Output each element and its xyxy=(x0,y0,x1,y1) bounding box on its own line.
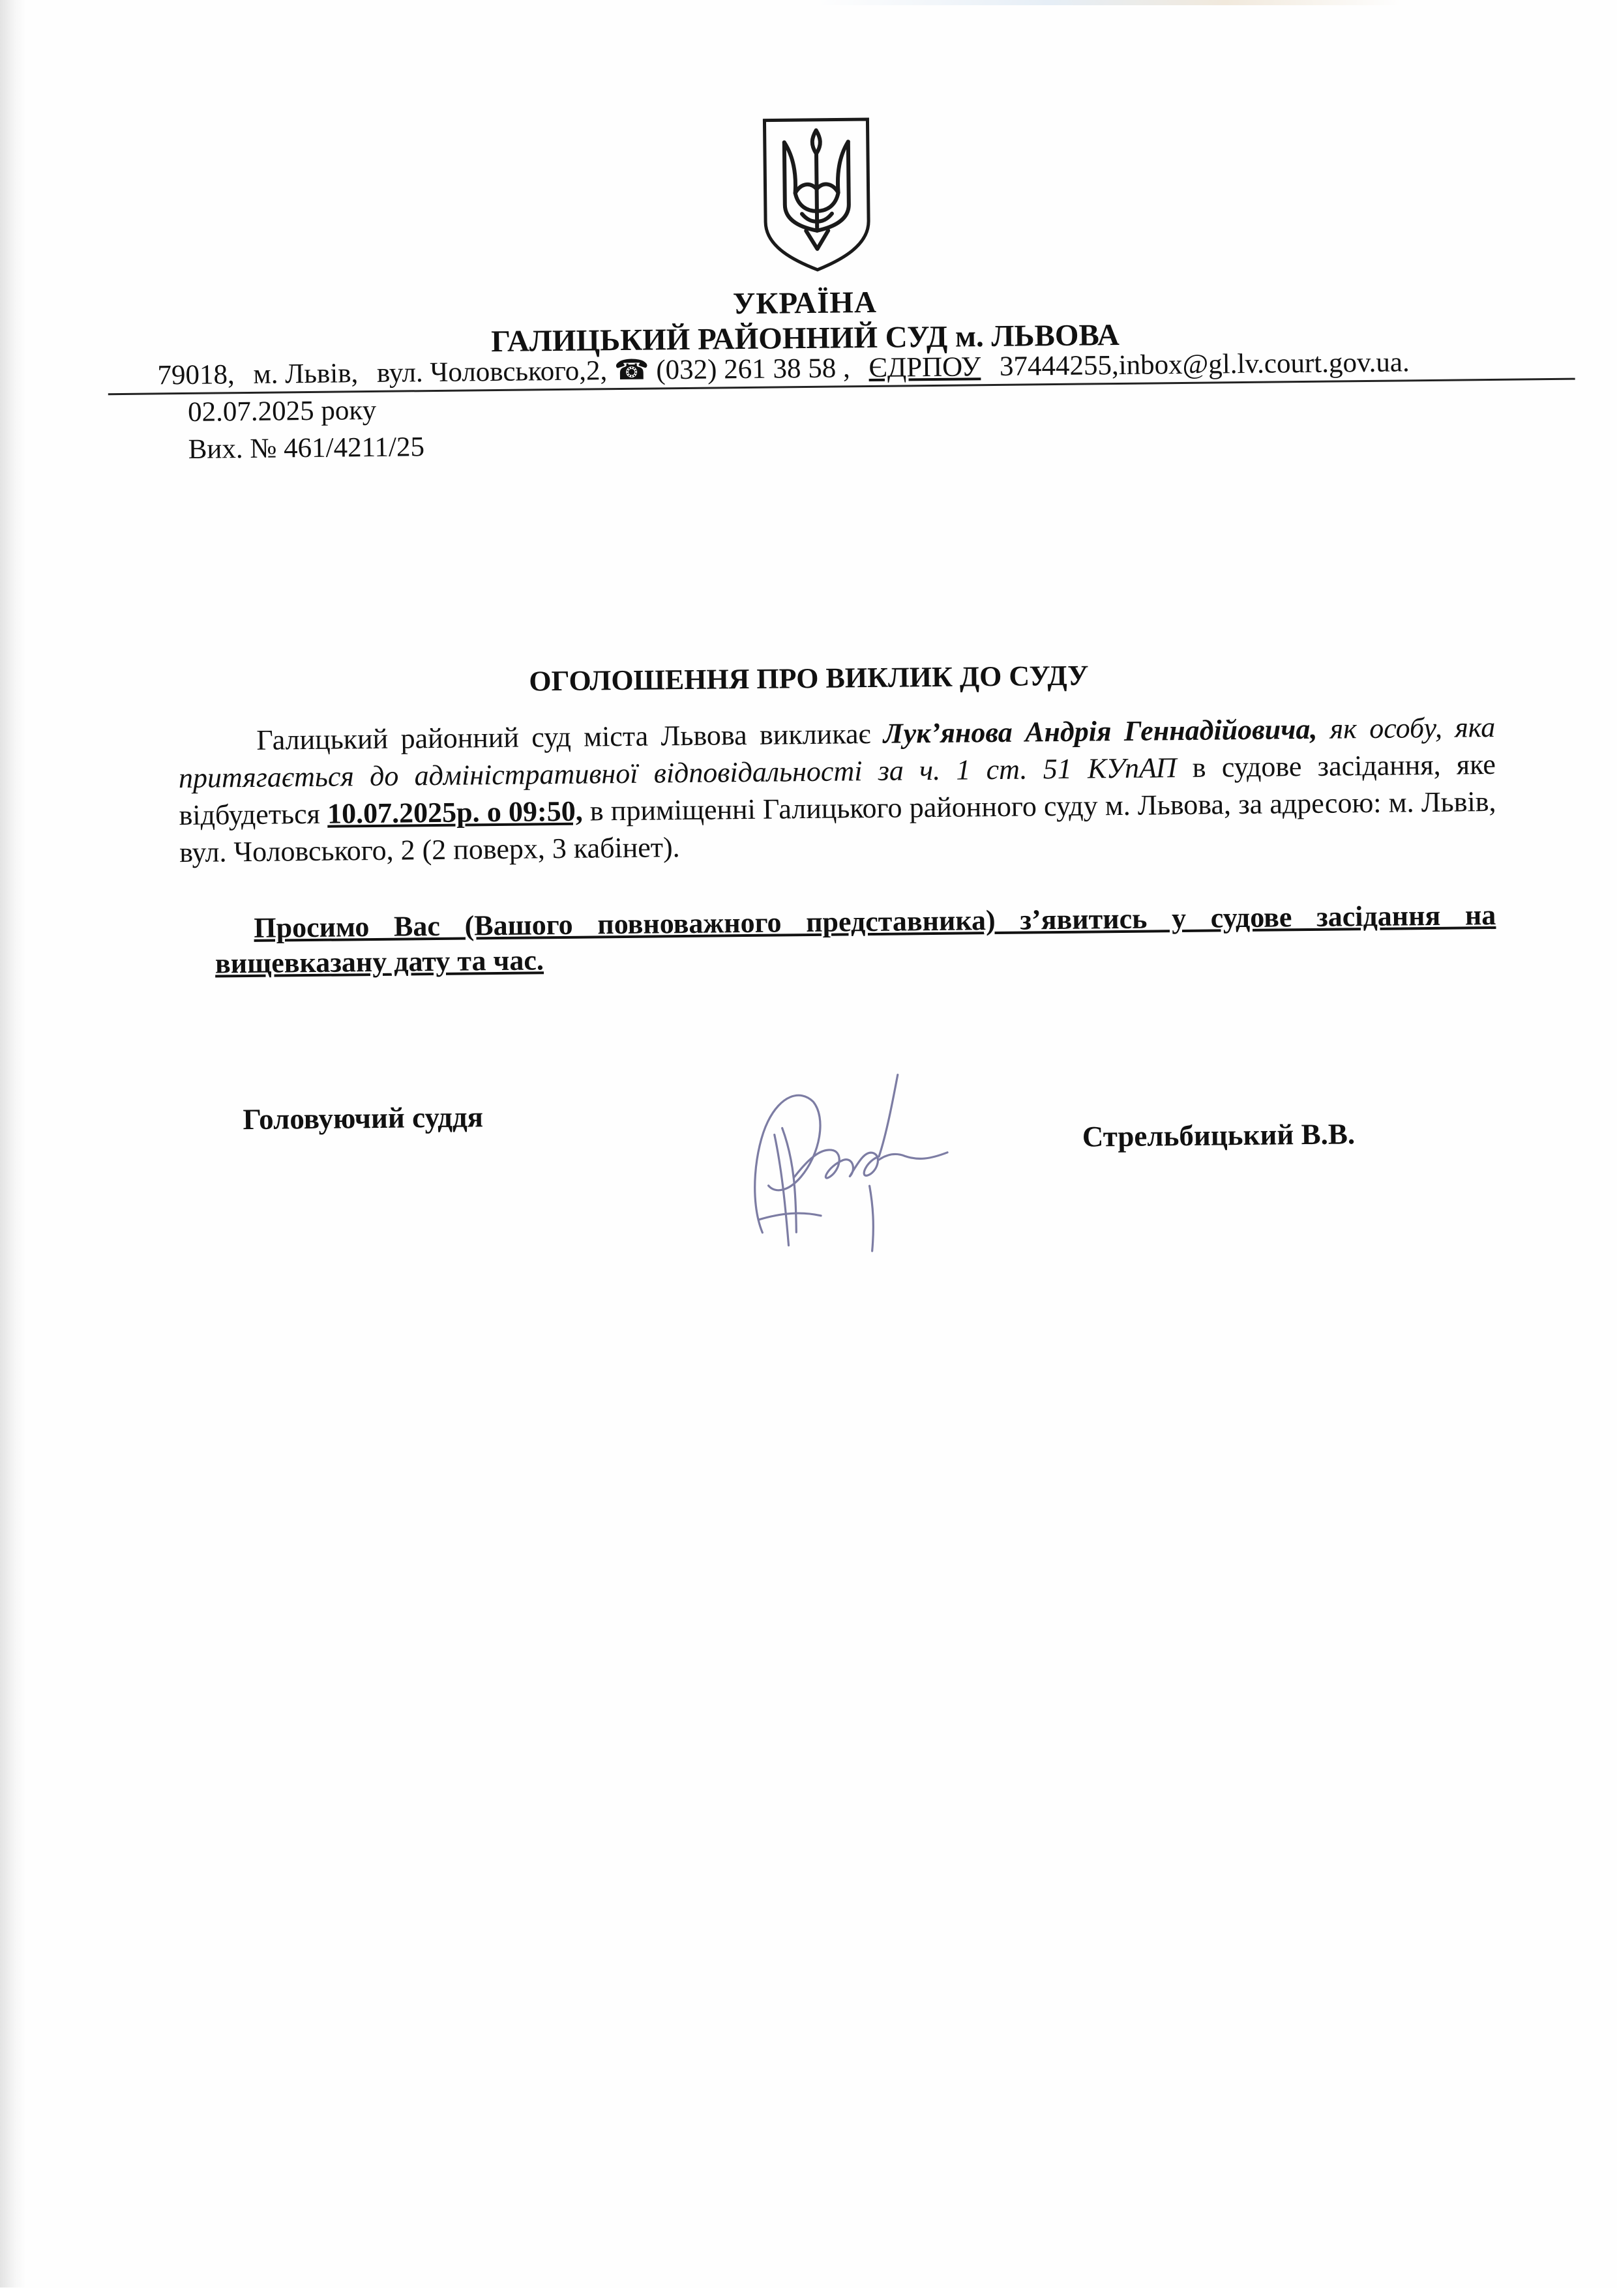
request-paragraph: Просимо Вас (Вашого повноважного представника) з’явитись у судове засідання на вищевказану дату та час. xyxy=(215,898,1496,980)
trident-coat-of-arms-icon xyxy=(760,115,873,273)
document-date: 02.07.2025 року xyxy=(187,394,377,428)
telephone-icon: ☎ xyxy=(614,355,649,387)
city: м. Львів, xyxy=(253,358,359,390)
summons-paragraph xyxy=(178,709,1496,871)
para-location: в приміщенні Галицького районного суду м. Львова, за адресою: м. Львів, вул. Чоловського, 2 (2 поверх, 3 кабінет). xyxy=(179,785,1496,869)
handwritten-signature xyxy=(721,1035,958,1279)
para-role: як особу, яка притягається до адміністративної відповідальності за ч. 1 ст. 51 КУпАП xyxy=(178,711,1496,795)
court-phone: (032) 261 38 58 , xyxy=(656,353,850,386)
outgoing-number: Вих. № 461/4211/25 xyxy=(188,432,425,465)
para-intro: Галицький районний суд міста Львова викликає xyxy=(256,717,883,756)
country-heading: УКРАЇНА xyxy=(732,285,878,321)
judge-title: Головуючий суддя xyxy=(243,1100,484,1136)
street: вул. Чоловського,2, xyxy=(376,355,608,389)
judge-name: Стрельбицький В.В. xyxy=(1082,1117,1356,1153)
para-mid: в судове засідання, яке відбудеться xyxy=(179,748,1496,832)
edrpou-value-email: 37444255,inbox@gl.lv.court.gov.ua. xyxy=(999,347,1410,382)
person-name: Лук’янова Андрія Геннадійовича, xyxy=(883,713,1318,750)
edrpou-label: ЄДРПОУ xyxy=(868,351,981,384)
court-name-heading: ГАЛИЦЬКИЙ РАЙОННИЙ СУД м. ЛЬВОВА xyxy=(490,317,1120,359)
hearing-datetime: 10.07.2025р. о 09:50, xyxy=(327,795,583,830)
postcode: 79018, xyxy=(157,359,235,391)
document-title: ОГОЛОШЕННЯ ПРО ВИКЛИК ДО СУДУ xyxy=(529,659,1089,698)
